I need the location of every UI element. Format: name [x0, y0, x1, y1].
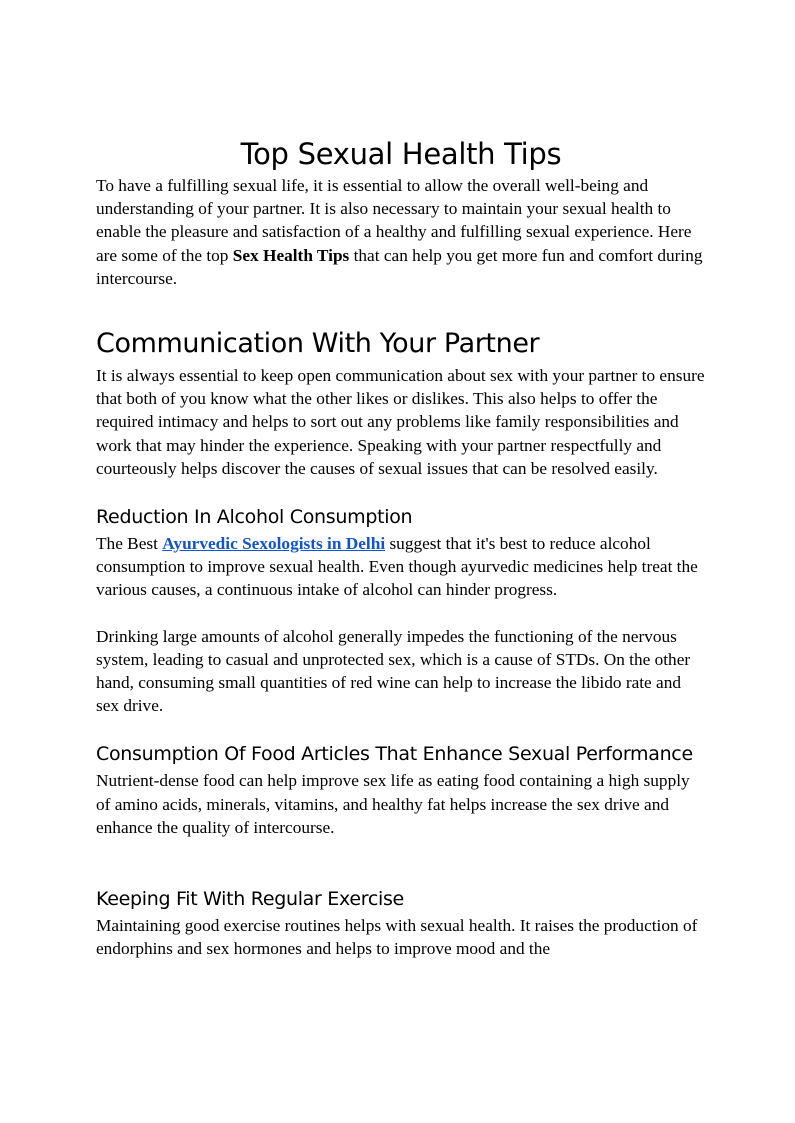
spacer — [96, 480, 706, 502]
page-title: Top Sexual Health Tips — [240, 137, 562, 171]
intro-text-end: that can help you get more fun and comfort during intercourse. — [96, 245, 703, 288]
ayurvedic-sexologists-link[interactable]: Ayurvedic Sexologists in Delhi — [162, 534, 386, 554]
alcohol-text-end: suggest that it's best to reduce alcohol consumption to improve sexual health. Even though ayurvedic medicines help treat the various causes, a continuous intake of alcohol can hinder progress. — [96, 534, 698, 600]
spacer — [96, 602, 706, 625]
communication-paragraph: It is always essential to keep open communication about sex with your partner to ensure that both of you know what the other likes or dislikes. This also helps to offer the required intimacy and helps to sort out any problems like family responsibilities and work that may hinder the experience. Speaking with your partner respectfully and courteously helps discover the causes of sexual issues that can be resolved easily. — [96, 366, 705, 478]
exercise-paragraph: Maintaining good exercise routines helps with sexual health. It raises the production of endorphins and sex hormones and helps to improve mood and the — [96, 916, 698, 959]
intro-bold-phrase: Sex Health Tips — [232, 245, 350, 265]
alcohol-paragraph-2: Drinking large amounts of alcohol generally impedes the functioning of the nervous system, leading to casual and unprotected sex, which is a cause of STDs. On the other hand, consuming small quantities of red wine can help to increase the libido rate and sex drive. — [96, 626, 691, 716]
spacer — [96, 290, 706, 324]
alcohol-paragraph-1 — [96, 532, 706, 602]
document-page — [96, 128, 706, 960]
heading-food: Consumption Of Food Articles That Enhance Sexual Performance — [96, 743, 693, 766]
spacer — [96, 839, 706, 884]
intro-paragraph — [96, 174, 706, 290]
spacer — [96, 717, 706, 739]
food-paragraph: Nutrient-dense food can help improve sex life as eating food containing a high supply of amino acids, minerals, vitamins, and healthy fat helps increase the sex drive and enhance the quality of intercourse. — [96, 771, 690, 837]
intro-text-start: To have a fulfilling sexual life, it is essential to allow the overall well-being and understanding of your partner. It is also necessary to maintain your sexual health to enable the pleasure and satisfaction of a healthy and fulfilling sexual experience. Here are some of the top — [96, 176, 692, 265]
heading-alcohol: Reduction In Alcohol Consumption — [96, 506, 413, 529]
alcohol-text-start: The Best — [96, 534, 163, 554]
heading-communication: Communication With Your Partner — [96, 328, 540, 360]
heading-exercise: Keeping Fit With Regular Exercise — [96, 888, 404, 911]
